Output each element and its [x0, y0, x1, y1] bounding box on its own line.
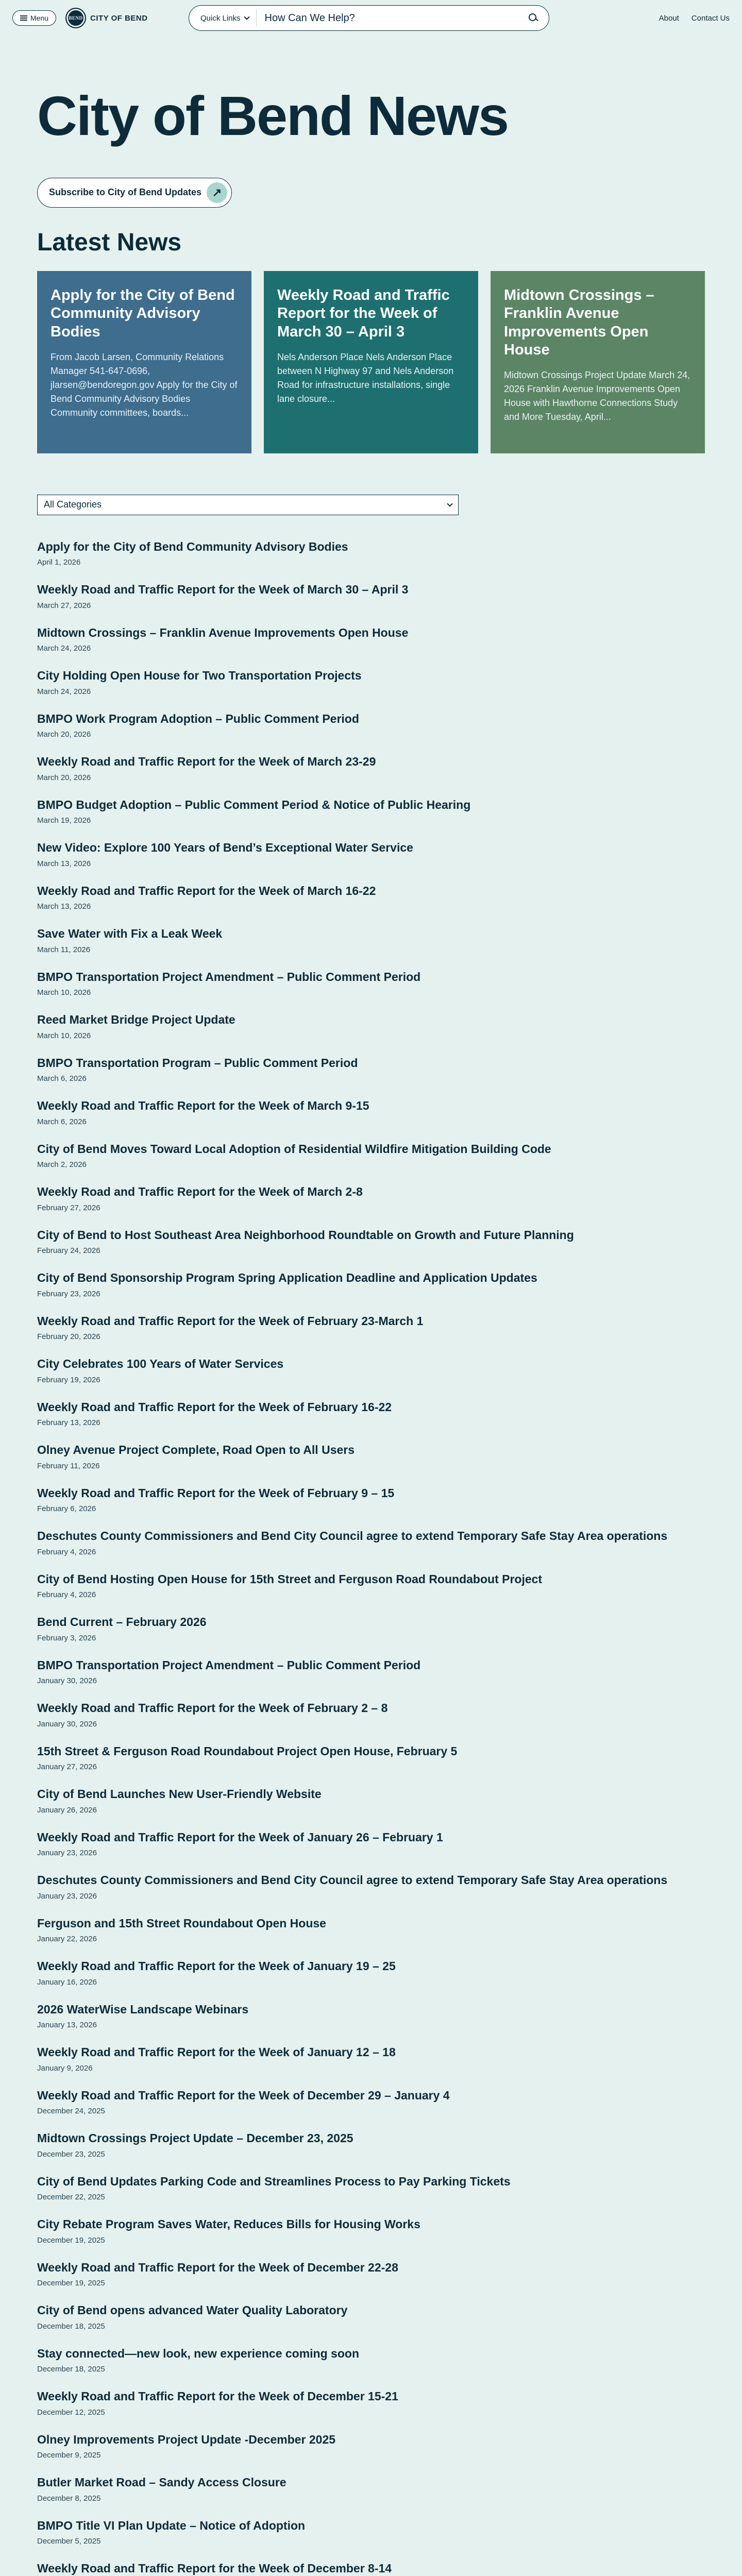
news-title-link[interactable]: City of Bend Hosting Open House for 15th Street and Ferguson Road Roundabout Project [37, 1572, 543, 1586]
news-title-link[interactable]: Weekly Road and Traffic Report for the Week of February 23-March 1 [37, 1314, 424, 1328]
news-list-item [37, 970, 705, 1013]
news-list-item [37, 1917, 705, 1960]
news-title-link[interactable]: Weekly Road and Traffic Report for the Week of March 9-15 [37, 1099, 369, 1113]
news-title-link[interactable]: Weekly Road and Traffic Report for the Week of March 30 – April 3 [37, 583, 409, 597]
page-title: City of Bend News [37, 84, 509, 147]
news-date: January 23, 2026 [37, 1891, 97, 1901]
news-date: March 13, 2026 [37, 859, 91, 868]
news-date: March 20, 2026 [37, 730, 91, 739]
news-title-link[interactable]: Weekly Road and Traffic Report for the Week of December 15-21 [37, 2389, 398, 2403]
about-link[interactable]: About [659, 13, 679, 23]
news-date: January 16, 2026 [37, 1977, 97, 1987]
news-title-link[interactable]: Deschutes County Commissioners and Bend City Council agree to extend Temporary Safe Stay Area operations [37, 1873, 668, 1887]
news-date: December 19, 2025 [37, 2235, 105, 2245]
news-list-item [37, 1701, 705, 1744]
news-list-item [37, 1744, 705, 1788]
news-date: February 11, 2026 [37, 1461, 100, 1470]
news-title-link[interactable]: Weekly Road and Traffic Report for the Week of March 16-22 [37, 884, 376, 897]
news-date: February 27, 2026 [37, 1203, 100, 1212]
news-date: February 20, 2026 [37, 1332, 100, 1342]
news-list-item [37, 1658, 705, 1702]
card-title: Weekly Road and Traffic Report for the Week of March 30 – April 3 [277, 286, 450, 340]
news-title-link[interactable]: City of Bend Updates Parking Code and Streamlines Process to Pay Parking Tickets [37, 2174, 511, 2188]
news-date: January 30, 2026 [37, 1676, 97, 1686]
news-title-link[interactable]: Weekly Road and Traffic Report for the Week of February 2 – 8 [37, 1701, 388, 1715]
news-list-item [37, 1357, 705, 1400]
news-date: January 27, 2026 [37, 1762, 97, 1772]
news-list-item [37, 1228, 705, 1272]
news-title-link[interactable]: Weekly Road and Traffic Report for the Week of February 9 – 15 [37, 1486, 395, 1500]
quick-links-dropdown[interactable] [193, 9, 257, 27]
menu-label: Menu [30, 14, 49, 22]
news-title-link[interactable]: Save Water with Fix a Leak Week [37, 927, 223, 941]
news-date: March 13, 2026 [37, 902, 91, 911]
news-list-item [37, 927, 705, 970]
news-list-item [37, 2476, 705, 2519]
news-date: February 23, 2026 [37, 1289, 100, 1298]
news-list-item [37, 1142, 705, 1185]
news-list-item [37, 2261, 705, 2304]
news-title-link[interactable]: Weekly Road and Traffic Report for the Week of December 8-14 [37, 2562, 392, 2575]
news-date: February 13, 2026 [37, 1418, 100, 1428]
news-title-link[interactable]: Stay connected—new look, new experience coming soon [37, 2346, 359, 2360]
news-title-link[interactable]: Olney Improvements Project Update -December 2025 [37, 2432, 336, 2446]
news-list-item [37, 2562, 705, 2576]
news-date: January 9, 2026 [37, 2063, 93, 2073]
category-filter-value: All Categories [44, 499, 102, 510]
news-date: December 9, 2025 [37, 2451, 101, 2460]
news-list-item [37, 712, 705, 755]
card-excerpt: Nels Anderson Place Nels Anderson Place between N Highway 97 and Nels Anderson Road for infrastructure installations, single lane closure... [277, 351, 454, 404]
news-title-link[interactable]: Bend Current – February 2026 [37, 1615, 207, 1629]
news-date: February 24, 2026 [37, 1246, 100, 1256]
news-list-item [37, 540, 705, 583]
news-date: December 5, 2025 [37, 2537, 101, 2546]
news-title-link[interactable]: New Video: Explore 100 Years of Bend’s Exceptional Water Service [37, 841, 413, 855]
news-title-link[interactable]: Apply for the City of Bend Community Advisory Bodies [37, 539, 348, 553]
chevron-down-icon [244, 14, 249, 20]
menu-button[interactable] [12, 10, 56, 26]
news-title-link[interactable]: BMPO Title VI Plan Update – Notice of Adoption [37, 2518, 306, 2532]
news-date: March 2, 2026 [37, 1160, 87, 1170]
subscribe-button[interactable] [37, 178, 232, 208]
news-list-item [37, 1185, 705, 1228]
news-title-link[interactable]: Weekly Road and Traffic Report for the Week of January 12 – 18 [37, 2045, 396, 2059]
news-title-link[interactable]: Midtown Crossings – Franklin Avenue Improvements Open House [37, 625, 409, 639]
news-date: March 24, 2026 [37, 644, 91, 653]
news-list [37, 540, 705, 2576]
news-date: December 12, 2025 [37, 2408, 105, 2417]
news-list-item [37, 583, 705, 626]
news-list-item [37, 798, 705, 841]
header-links [659, 14, 730, 23]
news-date: January 13, 2026 [37, 2021, 97, 2030]
news-date: December 18, 2025 [37, 2365, 105, 2374]
news-list-item [37, 1314, 705, 1358]
subscribe-label: Subscribe to City of Bend Updates [49, 187, 202, 198]
news-title-link[interactable]: Midtown Crossings Project Update – December 23, 2025 [37, 2131, 353, 2145]
news-list-item [37, 2003, 705, 2046]
news-date: January 22, 2026 [37, 1935, 97, 1944]
news-list-item [37, 2217, 705, 2261]
news-title-link[interactable]: BMPO Transportation Program – Public Comment Period [37, 1056, 358, 1070]
news-date: April 1, 2026 [37, 558, 81, 567]
news-date: February 6, 2026 [37, 1504, 96, 1514]
news-list-item [37, 2089, 705, 2132]
news-date: December 8, 2025 [37, 2494, 101, 2503]
news-list-item [37, 669, 705, 712]
news-date: December 23, 2025 [37, 2149, 105, 2159]
news-list-item [37, 755, 705, 798]
news-date: March 6, 2026 [37, 1117, 87, 1126]
news-list-item [37, 1787, 705, 1831]
news-date: December 18, 2025 [37, 2321, 105, 2331]
news-title-link[interactable]: City of Bend opens advanced Water Quality Laboratory [37, 2303, 348, 2317]
featured-card[interactable] [264, 271, 478, 453]
search-input[interactable] [257, 12, 528, 24]
news-title-link[interactable]: Butler Market Road – Sandy Access Closure [37, 2476, 286, 2489]
news-list-item [37, 1529, 705, 1572]
news-title-link[interactable]: Weekly Road and Traffic Report for the Week of January 19 – 25 [37, 1959, 396, 1973]
news-date: March 27, 2026 [37, 601, 91, 610]
news-date: March 24, 2026 [37, 687, 91, 696]
news-title-link[interactable]: Olney Avenue Project Complete, Road Open to All Users [37, 1443, 355, 1457]
quick-links-label: Quick Links [200, 13, 241, 23]
arrow-up-right-icon: ↗ [207, 182, 227, 203]
news-title-link[interactable]: Reed Market Bridge Project Update [37, 1013, 235, 1027]
news-list-item [37, 1443, 705, 1486]
news-title-link[interactable]: Weekly Road and Traffic Report for the Week of January 26 – February 1 [37, 1830, 443, 1844]
news-title-link[interactable]: Weekly Road and Traffic Report for the Week of December 22-28 [37, 2260, 398, 2274]
news-date: February 19, 2026 [37, 1375, 100, 1384]
news-list-item [37, 1959, 705, 2003]
news-date: December 19, 2025 [37, 2279, 105, 2288]
contact-us-link[interactable]: Contact Us [691, 13, 730, 23]
news-title-link[interactable]: BMPO Transportation Project Amendment – Public Comment Period [37, 1658, 421, 1672]
news-list-item [37, 2303, 705, 2347]
featured-card[interactable] [491, 271, 705, 453]
news-list-item [37, 1013, 705, 1056]
news-title-link[interactable]: Ferguson and 15th Street Roundabout Open House [37, 1916, 326, 1930]
news-title-link[interactable]: City Celebrates 100 Years of Water Services [37, 1357, 284, 1371]
news-list-item [37, 1056, 705, 1099]
news-list-item [37, 1873, 705, 1917]
news-date: March 10, 2026 [37, 988, 91, 997]
news-list-item [37, 2175, 705, 2218]
news-title-link[interactable]: City Holding Open House for Two Transportation Projects [37, 669, 362, 683]
news-date: March 6, 2026 [37, 1074, 87, 1083]
main-content [0, 86, 742, 2576]
news-list-item [37, 1486, 705, 1530]
news-date: January 23, 2026 [37, 1849, 97, 1858]
news-list-item [37, 2433, 705, 2476]
news-title-link[interactable]: City Rebate Program Saves Water, Reduces Bills for Housing Works [37, 2217, 420, 2231]
news-date: December 24, 2025 [37, 2107, 105, 2116]
news-title-link[interactable]: City of Bend to Host Southeast Area Neighborhood Roundtable on Growth and Future Planning [37, 1228, 574, 1242]
news-title-link[interactable]: Weekly Road and Traffic Report for the Week of December 29 – January 4 [37, 2088, 450, 2102]
news-list-item [37, 1615, 705, 1658]
news-list-item [37, 2519, 705, 2562]
news-date: March 19, 2026 [37, 816, 91, 825]
news-title-link[interactable]: BMPO Transportation Project Amendment – Public Comment Period [37, 970, 421, 984]
news-list-item [37, 2131, 705, 2175]
news-list-item [37, 884, 705, 927]
card-excerpt: Midtown Crossings Project Update March 24, 2026 Franklin Avenue Improvements Open House with Hawthorne Connections Study and More Tuesday, April... [504, 370, 690, 422]
featured-cards [37, 271, 705, 453]
news-list-item [37, 1572, 705, 1616]
news-date: March 11, 2026 [37, 945, 91, 954]
news-list-item [37, 1099, 705, 1142]
latest-news-title: Latest News [37, 228, 182, 256]
chevron-down-icon [447, 501, 452, 506]
news-date: February 3, 2026 [37, 1633, 96, 1642]
city-seal-icon: BEND [65, 8, 86, 28]
news-list-item [37, 1831, 705, 1874]
news-date: January 26, 2026 [37, 1805, 97, 1815]
site-logo[interactable] [65, 8, 148, 28]
card-excerpt: From Jacob Larsen, Community Relations Manager 541-647-0696, jlarsen@bendoregon.gov Apply for the City of Bend Community Advisory Bodies Community committees, boards... [50, 351, 238, 418]
news-date: February 4, 2026 [37, 1547, 96, 1556]
news-title-link[interactable]: Deschutes County Commissioners and Bend City Council agree to extend Temporary Safe Stay Area operations [37, 1529, 668, 1543]
news-date: January 30, 2026 [37, 1719, 97, 1728]
news-list-item [37, 841, 705, 884]
news-title-link[interactable]: 2026 WaterWise Landscape Webinars [37, 2002, 249, 2016]
news-title-link[interactable]: BMPO Budget Adoption – Public Comment Period & Notice of Public Hearing [37, 798, 471, 811]
news-list-item [37, 1400, 705, 1444]
news-date: March 20, 2026 [37, 773, 91, 782]
news-date: March 10, 2026 [37, 1031, 91, 1040]
news-title-link[interactable]: City of Bend Sponsorship Program Spring Application Deadline and Application Updates [37, 1271, 537, 1285]
card-title: Apply for the City of Bend Community Advisory Bodies [50, 286, 235, 340]
site-header [0, 0, 742, 36]
news-title-link[interactable]: 15th Street & Ferguson Road Roundabout Project Open House, February 5 [37, 1744, 458, 1758]
news-date: December 22, 2025 [37, 2193, 105, 2202]
category-filter-select[interactable] [37, 495, 459, 515]
logo-text: CITY OF BEND [90, 13, 148, 23]
news-title-link[interactable]: Weekly Road and Traffic Report for the Week of February 16-22 [37, 1400, 392, 1414]
news-list-item [37, 2045, 705, 2089]
featured-card[interactable] [37, 271, 251, 453]
hamburger-icon [20, 15, 27, 21]
news-list-item [37, 626, 705, 669]
news-title-link[interactable]: Weekly Road and Traffic Report for the Week of March 2-8 [37, 1185, 363, 1199]
news-title-link[interactable]: BMPO Work Program Adoption – Public Comment Period [37, 711, 359, 725]
news-list-item [37, 1271, 705, 1314]
news-title-link[interactable]: Weekly Road and Traffic Report for the Week of March 23-29 [37, 755, 376, 769]
news-list-item [37, 2347, 705, 2390]
news-list-item [37, 2389, 705, 2433]
news-title-link[interactable]: City of Bend Launches New User-Friendly Website [37, 1787, 322, 1801]
news-title-link[interactable]: City of Bend Moves Toward Local Adoption of Residential Wildfire Mitigation Building Code [37, 1142, 551, 1156]
search-icon[interactable] [528, 13, 538, 23]
card-title: Midtown Crossings – Franklin Avenue Improvements Open House [504, 286, 654, 358]
news-date: February 4, 2026 [37, 1590, 96, 1600]
search-bar [189, 5, 549, 31]
